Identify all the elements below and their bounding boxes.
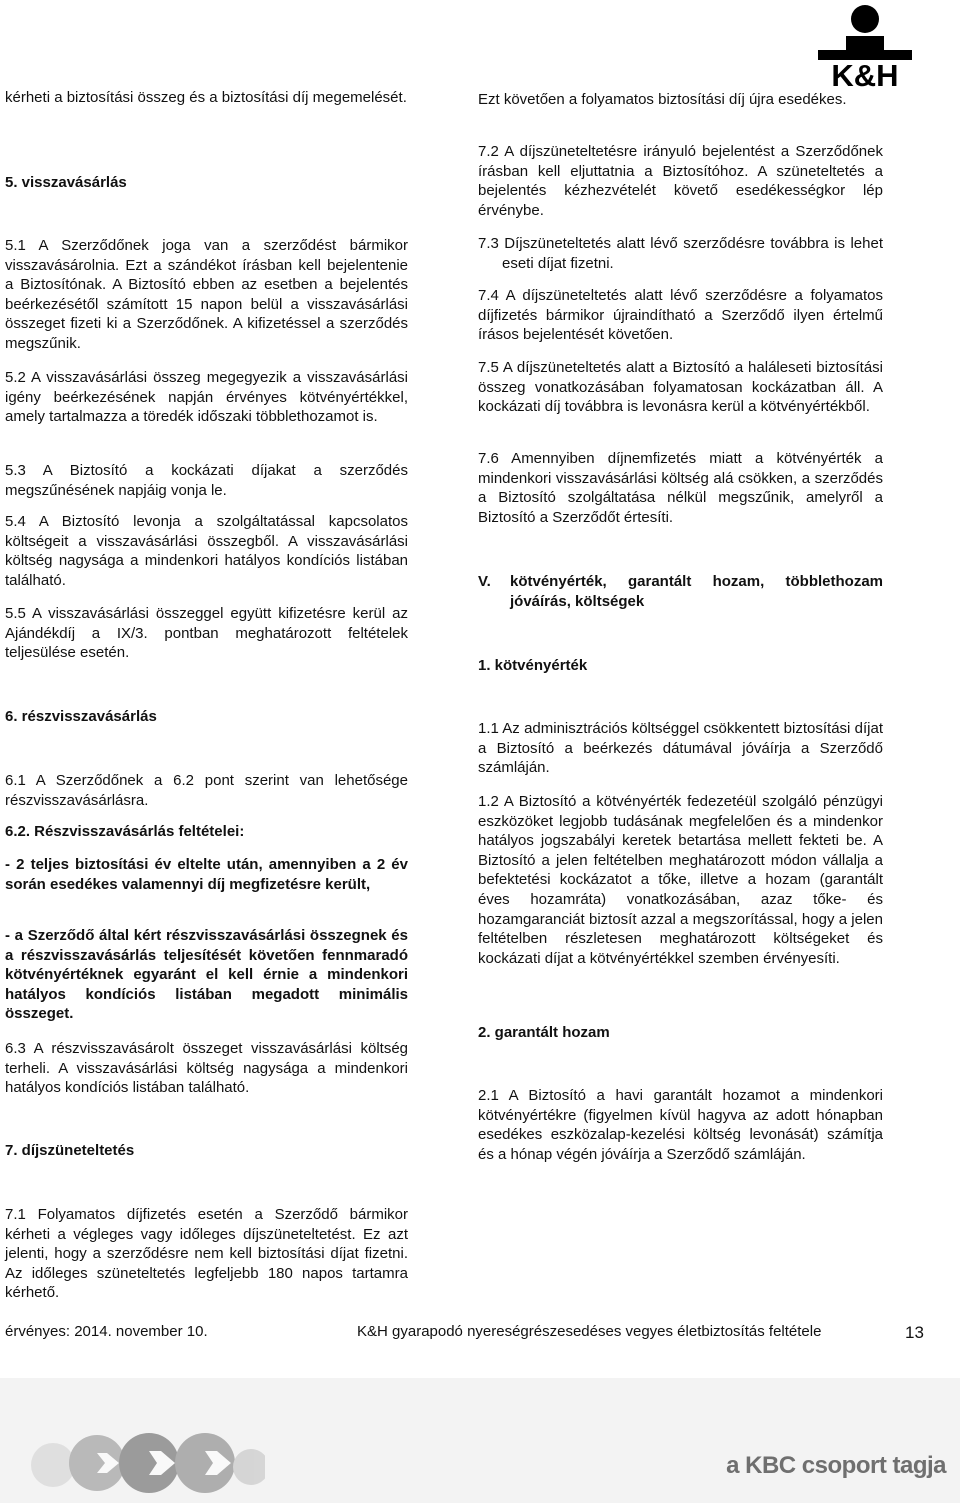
svg-text:K&H: K&H: [831, 58, 899, 88]
footer-document-title: K&H gyarapodó nyereségrészesedéses vegyes életbiztosítás feltétele: [357, 1323, 822, 1340]
subsection-heading: 6.2. Részvisszavásárlás feltételei:: [5, 823, 245, 840]
paragraph: 1.1 Az adminisztrációs költséggel csökkentett biztosítási díjat a Biztosító a beérkezés dátumával jóváírja a Szerződő számláján.: [478, 720, 883, 777]
section-heading: 6. részvisszavásárlás: [5, 708, 157, 725]
paragraph: Ezt követően a folyamatos biztosítási díj újra esedékes.: [478, 91, 847, 108]
paragraph: 2.1 A Biztosító a havi garantált hozamot a mindenkori kötvényértékre (figyelmen kívül hagyva az adott hónapban esedékes eszközalap-kezelési költség levonását) számítja és a hónap végén jóváírja a Szerződő számláján.: [478, 1087, 883, 1163]
condition-item: - 2 teljes biztosítási év eltelte után, amennyiben a 2 év során esedékes valamennyi díj megfizetésre került,: [5, 856, 408, 893]
chapter-heading: [478, 572, 883, 611]
section-heading: 5. visszavásárlás: [5, 174, 127, 191]
kh-logo-icon: [808, 2, 922, 88]
kbc-slogan: a KBC csoport tagja: [726, 1452, 946, 1479]
condition-item: - a Szerződő által kért részvisszavásárlási összegnek és a részvisszavásárlás teljesítését követően fennmaradó kötvényértéknek egyaránt el kell érnie a mindenkori hatályos kondíciós listában megadott minimális összeget.: [5, 927, 408, 1023]
chapter-number: V.: [478, 573, 491, 590]
paragraph: 7.1 Folyamatos díjfizetés esetén a Szerződő bármikor kérheti a végleges vagy időleges díjszüneteltetést. Ez azt jelenti, hogy a szerződésre nem kell biztosítási díjat fizetni. Az időleges szüneteltetés legfeljebb 180 napos tartamra kérhető.: [5, 1206, 408, 1302]
section-heading: 7. díjszüneteltetés: [5, 1142, 135, 1159]
footer-date: érvényes: 2014. november 10.: [5, 1323, 208, 1340]
paragraph: 6.3 A részvisszavásárolt összeget visszavásárlási költség terheli. A visszavásárlási költség nagysága a mindenkori hatályos kondíciós listában található.: [5, 1040, 408, 1097]
paragraph: 7.6 Amennyiben díjnemfizetés miatt a kötvényérték a mindenkori visszavásárlási költség alá csökken, a szerződés a Biztosító szolgáltatása nélkül megszűnik, amelyről a Biztosító a Szerződőt értesíti.: [478, 450, 883, 526]
paragraph: 5.5 A visszavásárlási összeggel együtt kifizetésre kerül az Ajándékdíj a IX/3. pontban meghatározott feltételek teljesülése esetén.: [5, 605, 408, 662]
paragraph: 5.2 A visszavásárlási összeg megegyezik a visszavásárlási igény beérkezésének napján érvényes kötvényértékkel, amely tartalmazza a töredék időszaki többlethozamot is.: [5, 369, 408, 426]
paragraph: 5.4 A Biztosító levonja a szolgáltatással kapcsolatos költségeit a visszavásárlási összegből. A visszavásárlási költség nagysága a mindenkori hatályos kondíciós listában található.: [5, 513, 408, 589]
section-heading: 2. garantált hozam: [478, 1024, 610, 1041]
chapter-title: kötvényérték, garantált hozam, többlethozam jóváírás, költségek: [510, 573, 883, 610]
paragraph: 1.2 A Biztosító a kötvényérték fedezetéül szolgáló pénzügyi eszközöket legjobb tudásának megfelelően és a mindenkor hatályos jogszabályi keretek betartása mellett fekteti be. A Biztosító a jelen feltételben meghatározott módon vállalja a befektetési kockázatot a tőke, illetve a hozam (garantált éves hozamráta) vonatkozásában, azaz tőke- és hozamgaranciát biztosít azzal a megszorítással, hogy a jelen feltételben részletesen meghatározott költségeket és kockázati díjat a kötvényértékkel szemben érvényesíti.: [478, 793, 883, 967]
paragraph: kérheti a biztosítási összeg és a biztosítási díj megemelését.: [5, 89, 407, 106]
paragraph: 7.2 A díjszüneteltetésre irányuló bejelentést a Szerződőnek írásban kell eljuttatnia a Biztosítóhoz. A szüneteltetés a bejelentés kézhezvételét követő esedékességkor lép érvénybe.: [478, 143, 883, 219]
paragraph: 6.1 A Szerződőnek a 6.2 pont szerint van lehetősége részvisszavásárlásra.: [5, 772, 408, 809]
paragraph: 7.5 A díjszüneteltetés alatt a Biztosító a haláleseti biztosítási összeg vonatkozásában folyamatosan kockázatban áll. A kockázati díj továbbra is levonásra kerül a kötvényértékből.: [478, 359, 883, 416]
paragraph: 5.3 A Biztosító a kockázati díjakat a szerződés megszűnésének napjáig vonja le.: [5, 462, 408, 499]
paragraph: 5.1 A Szerződőnek joga van a szerződést bármikor visszavásárolnia. Ezt a szándékot írásban kell bejelentenie a Biztosítónak. A Biztosító ebben az esetben a bejelentés beérkezésétől számított 15 napon belül a visszavásárlási összeget fizeti ki a Szerződőnek. A kifizetéssel a szerződés megszűnik.: [5, 237, 408, 352]
page-number: 13: [905, 1323, 924, 1342]
paragraph: 7.4 A díjszüneteltetés alatt lévő szerződésre a folyamatos díjfizetés bármikor újraindítható a Szerződő ilyen értelmű írásos bejelentését követően.: [478, 287, 883, 344]
section-heading: 1. kötvényérték: [478, 657, 588, 674]
paragraph: 7.3 Díjszüneteltetés alatt lévő szerződésre továbbra is lehet eseti díjat fizetni.: [478, 235, 883, 272]
kbc-arrows-icon: [25, 1405, 265, 1503]
